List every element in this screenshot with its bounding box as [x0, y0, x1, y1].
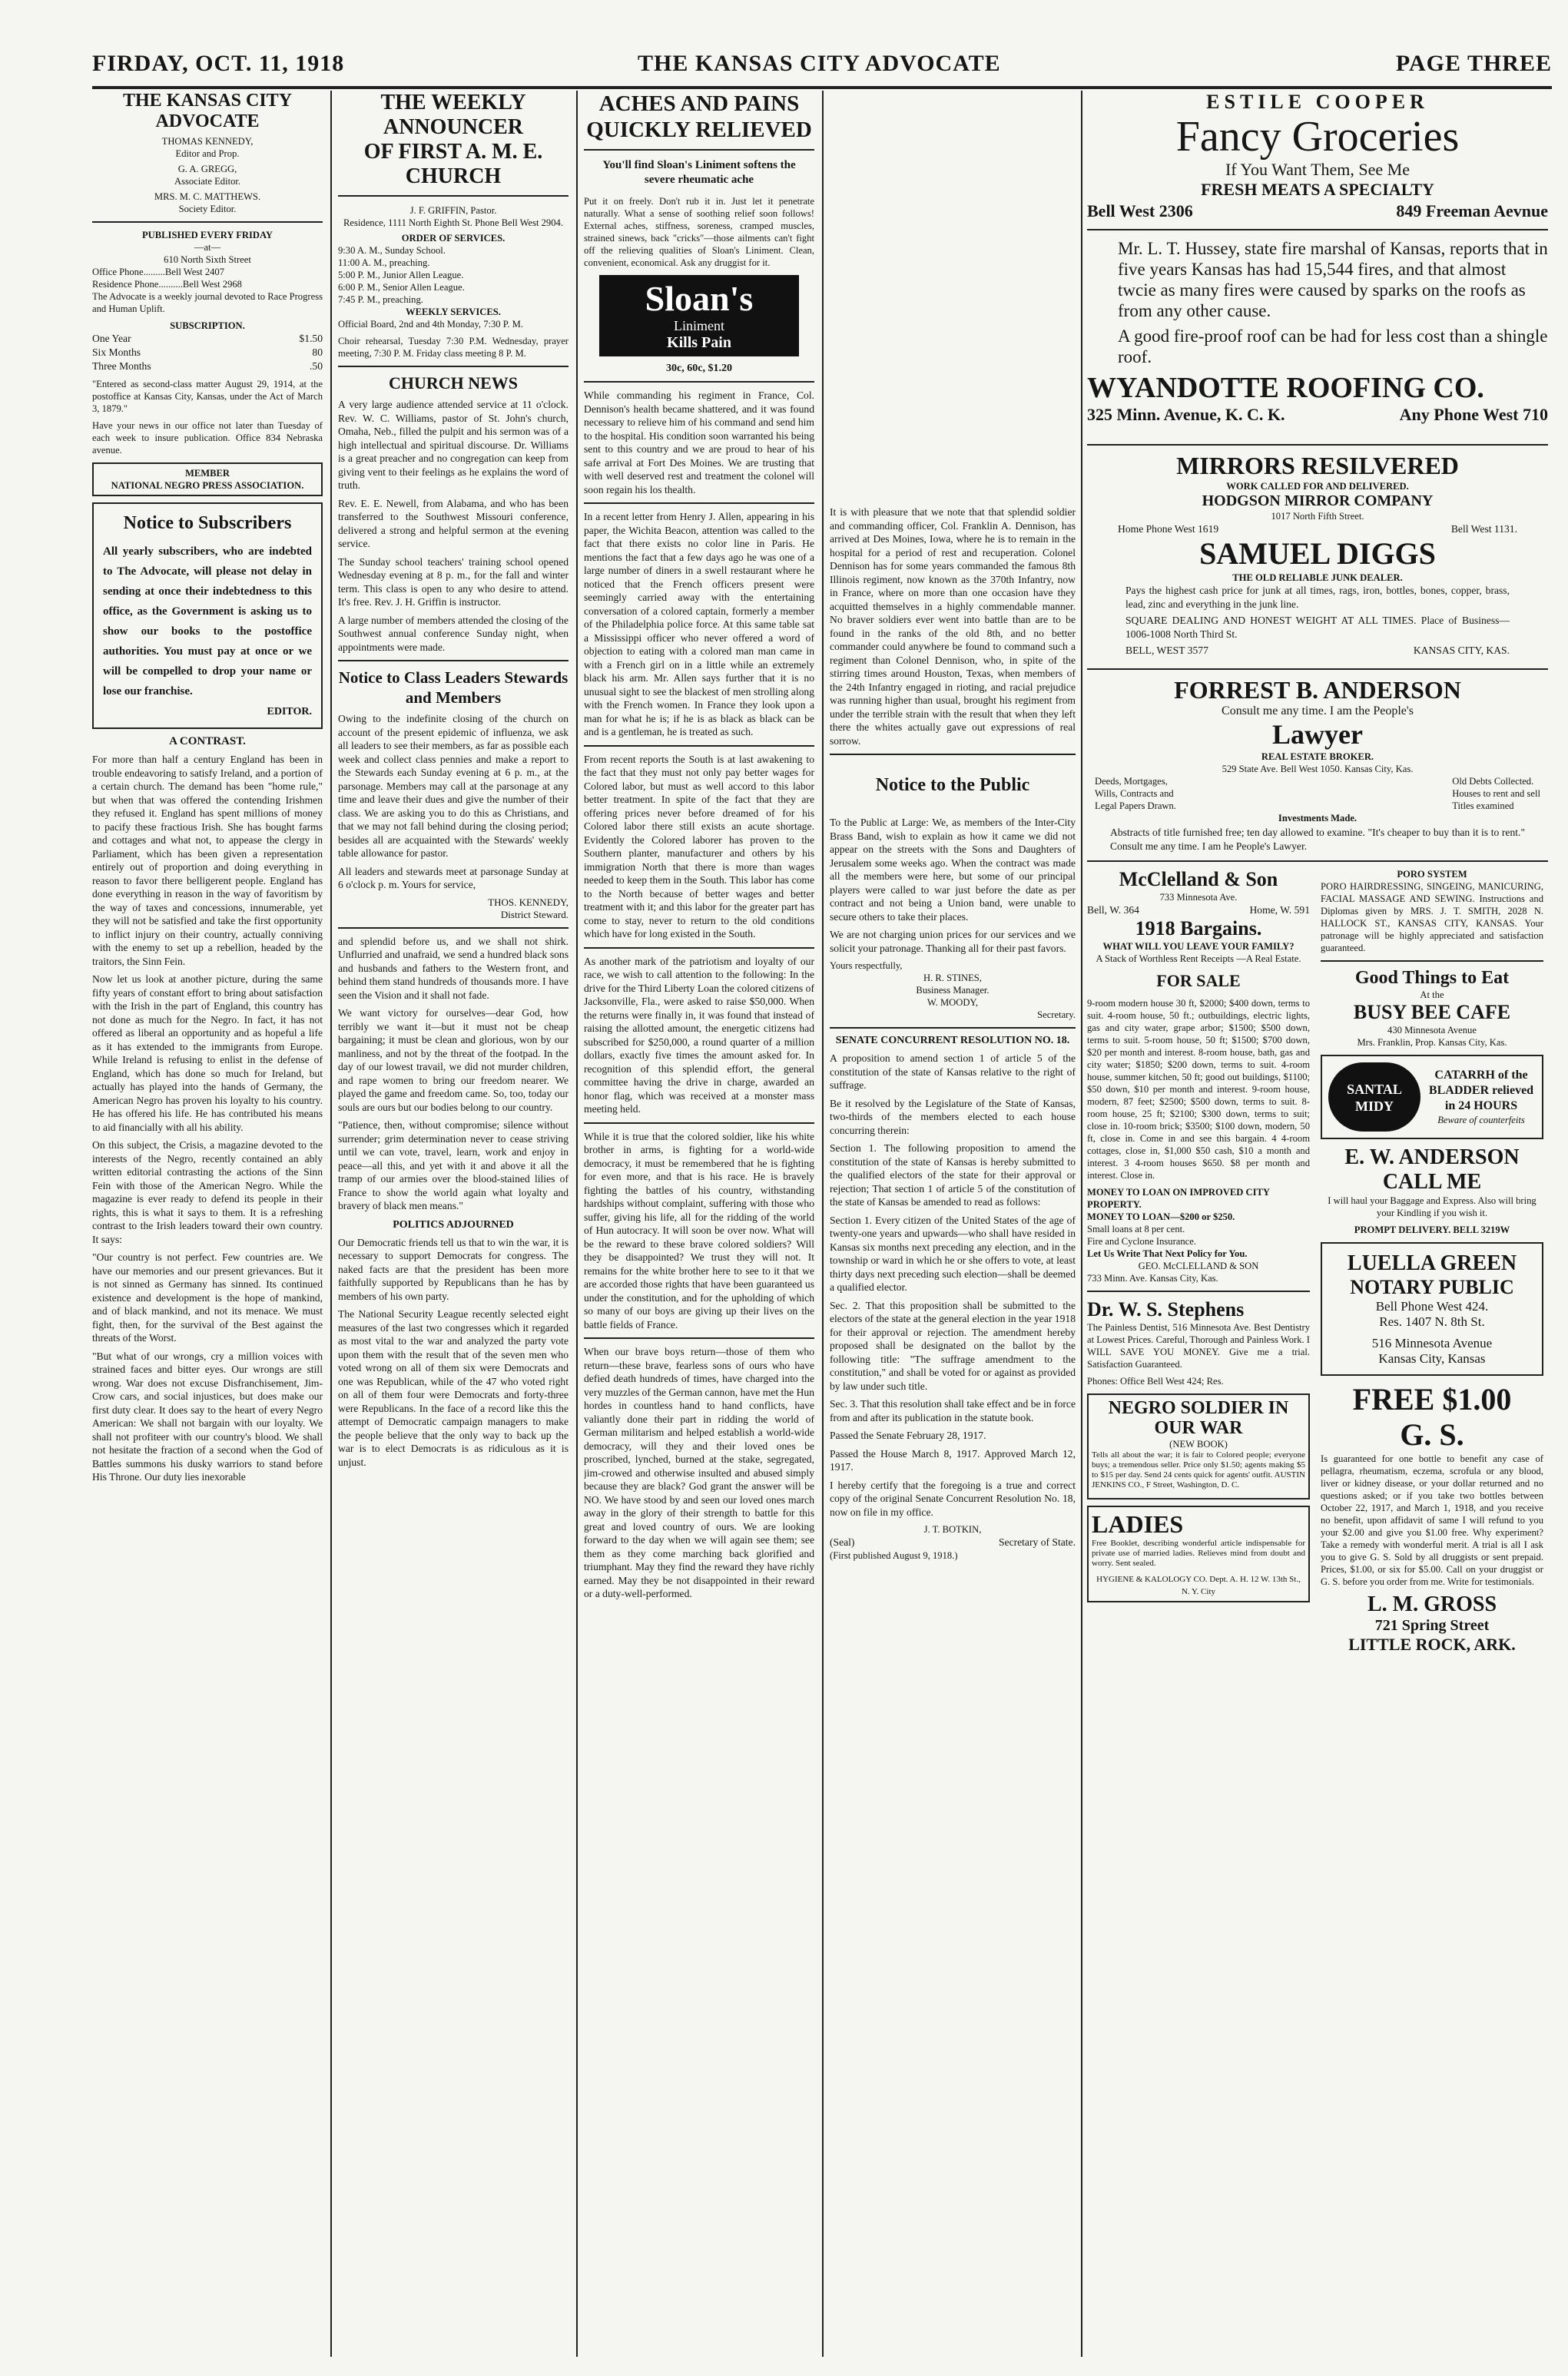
stephens-phone: Phones: Office Bell West 424; Res.: [1087, 1376, 1224, 1387]
diggs-bell: BELL, WEST 3577: [1125, 645, 1208, 656]
diggs-city: KANSAS CITY, KAS.: [1413, 645, 1510, 656]
contrast-para: "Our country is not perfect. Few countries are. We have our memories and our present grievances. But it is not sinned as Germany has sinned. Its continued existence and development is the hope of mankind, and of black mankind, and not its menace. We must fight, then, for the survival of the Best against the threats of the Worst.: [92, 1251, 323, 1344]
mirrors-title: MIRRORS RESILVERED: [1176, 452, 1459, 479]
services-right: Old Debts Collected. Houses to rent and sell Titles examined: [1452, 776, 1540, 811]
gross-city: LITTLE ROCK, ARK.: [1348, 1635, 1516, 1654]
hodgson-address: 1017 North Fifth Street.: [1271, 511, 1364, 522]
ladies-ad: LADIES Free Booklet, describing wonderful article indispensable for private use of married ladies. Relieves mind from doubt and worry. Sent sealed. HYGIENE & KALOLOGY CO. Dept. A. H. 12 W. 13th St., N. Y. City: [1087, 1506, 1310, 1602]
aches-body: Put it on freely. Don't rub it in. Just let it penetrate naturally. What a sense of soothing relief soon follows! External aches, stiffness, soreness, cramped muscles, strained sinews, back "cricks"—those ailments can't fight off the relieving qualities of Sloan's Liniment. Clean, convenient, economical. Ask any druggist for it.: [584, 196, 814, 268]
service-item: 9:30 A. M., Sunday School.: [338, 245, 446, 256]
column-1: [92, 91, 323, 2357]
rent-receipts: A Stack of Worthless Rent Receipts —A Real Estate.: [1096, 953, 1301, 964]
gross-name: L. M. GROSS: [1367, 1592, 1497, 1616]
news-para: In a recent letter from Henry J. Allen, appearing in his paper, the Wichita Beacon, attention was called to the fact that there exists no color line in Paris. He mentions the fact that a few days ago he was one of a large number of diners in a swell restaurant where he noticed that the French officers present were seemingly carried away with the entertaining conversation of a colored captain, formerly a member of the Philadelphia police force. At this same table sat a Mississippi officer who never offered a word of objection to eating with a colored man man came in with a French girl on in a little while an extremely black his arm. Mr. Allen says further that it is no unusual sight to see the blackest of men strolling along with the French women. In France they look upon a man for what he is; if he is as black as black can be and is a gentleman, he is treated as such.: [584, 511, 814, 737]
free-offer: FREE $1.00: [1352, 1382, 1512, 1417]
signer-role: Business Manager.: [916, 985, 990, 996]
poro-body: PORO HAIRDRESSING, SINGEING, MANICURING, FACIAL MASSAGE AND SEWING. Instructions and Diplomas given by MRS. J. T. SMITH, 2028 N. HALLOCK ST., KANSAS CITY, KANSAS. Your patronage will be highly appreciated and satisfaction guaranteed.: [1321, 881, 1543, 953]
senate-para: Section 1. The following proposition to amend the constitution of the state of Kansas is hereby submitted to the qualified electors of the state for their approval or rejection; That section 1 of article 5 of the constitution of the state of Kansas be amended to read as follows:: [830, 1142, 1076, 1208]
subscription-heading: SUBSCRIPTION.: [170, 320, 245, 331]
consult-line: Consult me any time. I am the People's: [1222, 704, 1414, 717]
mirrors-sub: WORK CALLED FOR AND DELIVERED.: [1226, 481, 1409, 492]
residence-phone: Residence Phone..........Bell West 2968: [92, 279, 242, 290]
anderson-address: 529 State Ave. Bell West 1050. Kansas City, Kas.: [1222, 764, 1414, 774]
mcclelland-address: 733 Minnesota Ave.: [1159, 892, 1238, 903]
samuel-diggs: SAMUEL DIGGS: [1199, 536, 1436, 571]
lawyer-label: Lawyer: [1272, 719, 1363, 750]
column-2: [338, 91, 569, 2357]
service-item: 7:45 P. M., preaching.: [338, 294, 423, 305]
assoc-name: G. A. GREGG,: [177, 164, 237, 174]
diggs-body: Pays the highest cash price for junk at all times, rags, iron, bottles, bones, copper, brass, lead, zinc and everything in the junk line.: [1125, 585, 1510, 610]
church-news-para: The Sunday school teachers' training school opened Wednesday evening at 8 p. m., for the fall and winter term. This class is open to any who desire to attend. It's free. Rev. J. H. Griffin is instructor.: [338, 555, 569, 608]
broker-label: REAL ESTATE BROKER.: [1261, 751, 1374, 762]
stephens-body: The Painless Dentist, 516 Minnesota Ave. Best Dentistry at Lowest Prices. Careful, Thorough and Painless Work. I WILL SAVE YOU MONEY. Give me a trial. Satisfaction Guaranteed.: [1087, 1322, 1310, 1370]
bargains-title: 1918 Bargains.: [1135, 917, 1262, 939]
column-rule: [1081, 91, 1082, 2357]
politics-title: POLITICS ADJOURNED: [393, 1218, 514, 1231]
aches-subhead: You'll find Sloan's Liniment softens the severe rheumatic ache: [602, 159, 796, 186]
mcclelland-name: McClelland & Son: [1119, 868, 1278, 890]
notice-title: Notice to Subscribers: [123, 513, 292, 533]
contrast-para: Now let us look at another picture, during the same fifty years of constant effort to bring about satisfaction with the Irish in the part of England, this country has not done as much for the Negro. In fact, it has not offered as liberal an opportunity and as hopeful a life as it has extended to the immigrants from Europe. While Ireland is refusing to enlist in the defense of England, which has done so much for Ireland, but actually has played into the hands of Germany, the American Negro has proven his loyalty to his country. He has offered his life. He has contributed his means to aid financially with all his ability.: [92, 973, 323, 1133]
luella-green-ad: LUELLA GREEN NOTARY PUBLIC Bell Phone West 424. Res. 1407 N. 8th St. 516 Minnesota Avenue Kansas City, Kansas: [1321, 1242, 1543, 1376]
aches-headline: ACHES AND PAINS QUICKLY RELIEVED: [586, 91, 812, 142]
notice-signature: EDITOR.: [267, 706, 312, 717]
paper-title: THE KANSAS CITY ADVOCATE: [638, 51, 1001, 76]
cooper-phone: Bell West 2306: [1087, 201, 1193, 220]
mcc-signature: GEO. McCLELLAND & SON: [1138, 1261, 1259, 1271]
prompt-delivery: PROMPT DELIVERY. BELL 3219W: [1354, 1224, 1510, 1235]
column-rule: [822, 91, 824, 2357]
senate-seal-row: (Seal) Secretary of State.: [830, 1536, 1076, 1548]
order-heading: ORDER OF SERVICES.: [401, 233, 506, 244]
poro-title: PORO SYSTEM: [1397, 869, 1467, 880]
mast-title: THE KANSAS CITY ADVOCATE: [122, 91, 293, 131]
diggs-sub: THE OLD RELIABLE JUNK DEALER.: [1232, 572, 1403, 583]
class-leaders-para: Owing to the indefinite closing of the church on account of the present epidemic of influenza, we ask all leaders to see their members, as far as possible each week and collect class pennies and make a report to the Stewards each Sunday evening at 6 p. m., at the parsonage. Members may call at the parsonage at any time and leave their dues and give the number of their class. We are asking you to do this as Christians, and that we may not fall behind during the closing period; besides all are acquainted with the Stewards' weekly table allowance for pastor.: [338, 713, 569, 859]
call-me: CALL ME: [1382, 1170, 1482, 1194]
home-phone: Home Phone West 1619: [1118, 523, 1219, 535]
issue-date: FIRDAY, OCT. 11, 1918: [92, 51, 345, 76]
roof-notice: A good fire-proof roof can be had for less cost than a shingle roof.: [1118, 326, 1548, 366]
steward-signature: THOS. KENNEDY,: [488, 896, 569, 908]
public-notice-para: To the Public at Large: We, as members of the Inter-City Brass Band, wish to explain as how it came we did not appear on the streets with the Sons and Daughters of Jerusalem some weeks ago. When the contract was made all the members were here, but some of our principal players were called to war just before the date as per contract and not being a Union band, were unable to secure others to take their places.: [830, 817, 1076, 923]
senate-para: Passed the Senate February 28, 1917.: [830, 1430, 986, 1441]
church-news-para: Rev. E. E. Newell, from Alabama, and who has been transferred to the Southwest Missouri conference, delivered a strong and helpful sermon at the evening service.: [338, 497, 569, 549]
cooper-name: ESTILE COOPER: [1206, 91, 1429, 113]
office-address: 610 North Sixth Street: [164, 254, 251, 265]
free-body: Is guaranteed for one bottle to benefit any case of pellagra, rheumatism, eczema, scrofula or any blood, liver or kidney disease, or your dollar returned and no questions asked; or if you take two bottles between October 22, 1917, and March 1, 1918, and you receive no benefit, upon affidavit of same I will refund to you your $2.00 and give you $1.00 free. Why experiment? Take a remedy with wonderful merit. A trial is all I ask you to give G. S. Sold by all druggists or sent prepaid. Prices, $1.00, or six for $5.00. Call on your druggist or G. S. before you order from me. Write for testimonials.: [1321, 1453, 1543, 1587]
forrest-anderson: FORREST B. ANDERSON: [1174, 676, 1461, 704]
weekly-body: Official Board, 2nd and 4th Monday, 7:30 P. M.: [338, 319, 524, 330]
fancy-groceries: Fancy Groceries: [1175, 113, 1460, 161]
assoc-role: Associate Editor.: [174, 176, 241, 187]
abstracts-text: Abstracts of title furnished free; ten day allowed to examine. "It's cheaper to buy than it is to rent." Consult me any time. I am he People's Lawyer.: [1110, 827, 1525, 852]
pastor-residence: Residence, 1111 North Eighth St. Phone Bell West 2904.: [343, 217, 563, 228]
senate-para: A proposition to amend section 1 of article 5 of the constitution of the state of Kansas relative to the right of suffrage.: [830, 1052, 1076, 1091]
sloans-logo: Sloan's Liniment Kills Pain: [599, 275, 799, 356]
masthead-box: [92, 91, 323, 456]
column-4: [830, 91, 1076, 2357]
news-para: While commanding his regiment in France, Col. Dennison's health became shattered, and it was found necessary to relieve him of his command and send him to the hospital. His condition soon warranted his being sent to this country and we are proud to hear of his safe arrival at Fort Des Moines. We are trusting that with well deserved rest and treatment the colonel will soon regain his los thealth.: [584, 389, 814, 495]
public-notice-closing: Yours respectfully,: [830, 960, 903, 971]
announcer-title: THE WEEKLY ANNOUNCER: [380, 91, 526, 139]
contrast-continued: and splendid before us, and we shall not shirk. Unflurried and unafraid, we send a hundred black sons and husbands and fathers to the Western front, and behind them stand hundreds of thousands more. I have seen the Vision and it shall not fade.: [338, 935, 569, 1001]
fresh-meats: FRESH MEATS A SPECIALTY: [1201, 180, 1434, 199]
church-news-para: A very large audience attended service at 11 o'clock. Rev. W. C. Williams, pastor of St. John's church, Omaha, Neb., filled the pulpit and his sermon was of a high intellectual and spiritual discourse. Dr. Williams is a great preacher and no congregation can keep from giving vent to their feelings as he explains the word of truth.: [338, 399, 569, 491]
senate-para: I hereby certify that the foregoing is a true and correct copy of the original Senate Concurrent Resolution No. 18, now on file in my office.: [830, 1479, 1076, 1518]
investments: Investments Made.: [1278, 813, 1357, 823]
news-para: From recent reports the South is at last awakening to the fact that they must not only pay better wages for Colored labor, but must as well accord to this labor better treatment. In spite of the fact that they are offering prices never before dreamed of for his Colored labor there still exists an acute shortage. Evidently the Colored laborer has proven to the Southern planter, manufacturer and others by his immigration North that there is more than wages needed to keep them in the South. This labor has come to the North because of better wages and better treatment with it; and this labor for the greater part has come to stay, never to return to the old conditions which have for long existed in the South.: [584, 753, 814, 939]
senate-signer: J. T. BOTKIN,: [923, 1524, 982, 1535]
ew-anderson: E. W. ANDERSON: [1344, 1145, 1520, 1169]
weekly-heading: WEEKLY SERVICES.: [406, 307, 501, 317]
cooper-tag: If You Want Them, See Me: [1225, 160, 1410, 179]
small-loans: Small loans at 8 per cent.: [1087, 1224, 1185, 1234]
senate-para: Be it resolved by the Legislature of the State of Kansas, two-thirds of the members elected to each house concurring therein:: [830, 1097, 1076, 1136]
gross-address: 721 Spring Street: [1374, 1617, 1490, 1634]
diggs-square: SQUARE DEALING AND HONEST WEIGHT AT ALL TIMES. Place of Business—1006-1008 North Third St.: [1125, 615, 1510, 640]
signer-role: Secretary.: [1037, 1009, 1076, 1020]
stephens-name: Dr. W. S. Stephens: [1087, 1298, 1245, 1321]
contrast-continued: "Patience, then, without compromise; silence without surrender; grim determination never to cease striving until we can vote, travel, learn, work and enjoy in peace—all this, and yet with it and above it all the tramp of our armies over the blood-stained lilies of France to show the world again what loyalty and bravery of black men means.": [338, 1119, 569, 1211]
service-item: 5:00 P. M., Junior Allen League.: [338, 270, 464, 280]
dennison-para: It is with pleasure that we note that that splendid soldier and commanding officer, Col. Franklin A. Dennison, has arrived at Des Moines, Iowa, where he is to remain in the hospital for a period of rest and recuperation. Colonel Dennison has for some years commanded the famous 8th Illinois regiment, now known as the 370th Infantry, now in France, where on more than one occasion have they acquitted themselves in a highly commendable manner. No braver soldiers ever went into battle than are to be found in the ranks of the old 8th, and no better commander could anywhere be found to command such a regiment than Colonel Dennison, who, in spite of the stirring times around Houston, Texas, when members of the 24th Infantry engaged in rioting, and racial prejudice was running higher than usual, brought his regiment from under the terrible strain with the result that when they left there the whites actually gave out expressions of real sorrow.: [830, 506, 1076, 747]
money-loan: MONEY TO LOAN ON IMPROVED CITY PROPERTY.: [1087, 1187, 1270, 1210]
leave-family: WHAT WILL YOU LEAVE YOUR FAMILY?: [1102, 941, 1295, 952]
politics-para: The National Security League recently selected eight measures of the last two congresses which it regarded as most vital to the war and analyzed the party vote upon them with the result that of the seven men who voted wrong on all of them six were Democrats and one was Republican, while of the 47 who voted right on all of them four were Democrats and forty-three were Republicans. In the face of a record like this the attempt of Democratic campaign managers to make the people believe that the only way to back up the war is to elect Democrats is as ridiculous as it is unjust.: [338, 1308, 569, 1468]
cafe-address: 430 Minnesota Avenue: [1387, 1025, 1477, 1036]
negro-soldier-ad: NEGRO SOLDIER IN OUR WAR (NEW BOOK) Tells all about the war; it is fair to Colored people; everyone buys; a tremendous seller. Price only $1.50; agents making $5 to $15 per day. Send 24 cents quick for agents' outfit. AUSTIN JENKINS CO., F Street, Washington, D. C.: [1087, 1393, 1310, 1499]
class-leaders-title: Notice to Class Leaders Stewards and Members: [338, 668, 569, 707]
service-item: 11:00 A. M., preaching.: [338, 257, 430, 268]
column-5: [1087, 91, 1548, 2357]
senate-para: Passed the House March 8, 1917. Approved March 12, 1917.: [830, 1447, 1076, 1473]
contrast-para: "But what of our wrongs, cry a million voices with strained faces and bitter eyes. Our wrongs are still wrong. War does not excuse Disfranchisement, Jim-Crow cars, and social injustices, but does make our first duty clear. It does say to the heart of every Negro American: We shall not bargain with our loyalty. We shall not profiteer with our country's blood. We shall not hesitate the fraction of a second when the God of Battles summons his dusky warriors to stand before His Throne. Our duty lies inexorable: [92, 1350, 323, 1483]
mcclelland-ad: McClelland & Son 733 Minnesota Ave. Bell, W. 364 Home, W. 591 1918 Bargains. WHAT WILL YOU LEAVE YOUR FAMILY? A Stack of Worthless Rent Receipts —A Real Estate. FOR SALE 9-room modern house 30 ft, $2000; $400 down, terms to suit. 4-room house, 50 ft.; outbuildings, electric lights, gas and city water, grape arbor; $1500; $500 down, terms to suit. 5-room house, 50 ft; $1500; $700 down, $20 per month and interest. 8-room house, bath, gas and city water; $1850; $200 down, terms to suit. 4-room house, summer kitchen, 50 ft; good out buildings, $1100; $50 down, $10 per month and interest. 9-room house, modern, 87 feet; $2500; $500 down, terms to suit. 8-room house, 25 ft; $2100; $300 down, terms to suit; close in. 10-room brick; $3500; $100 down, modern, 50 ft, close in. Come in and see this bargain. 4 4-room cottages, close in, $1,000 $50 cash, $10 a month and interest. 3 4-room houses $650. $8 per month and interest. Close in. MONEY TO LOAN ON IMPROVED CITY PROPERTY. MONEY TO LOAN—$200 or $250. Small loans at 8 per cent. Fire and Cyclone Insurance. Let Us Write That Next Policy for You. GEO. McCLELLAND & SON 733 Minn. Ave. Kansas City, Kas. Dr. W. S. Stephens The Painless Dentist, 516 Minnesota Ave. Best Dentistry at Lowest Prices. Careful, Thorough and Painless Work. I WILL SAVE YOU MONEY. Give me a trial. Satisfaction Guaranteed. Phones: Office Bell West 424; Res. NEGRO SOLDIER IN OUR WAR (NEW BOOK) Tells all about the war; it is fair to Colored people; everyone buys; a tremendous seller. Price only $1.50; agents making $5 to $15 per day. Send 24 cents quick for agents' outfit. AUSTIN JENKINS CO., F Street, Washington, D. C. LADIES Free Booklet, describing wonderful article indispensable for private use of married ladies. Relieves mind from doubt and worry. Sent sealed. HYGIENE & KALOLOGY CO. Dept. A. H. 12 W. 13th St., N. Y. City: [1087, 868, 1310, 1655]
sub-row-1: One Year $1.50: [92, 333, 323, 344]
mcc-sig-address: 733 Minn. Ave. Kansas City, Kas.: [1087, 1273, 1218, 1284]
signer-name: W. MOODY,: [927, 997, 979, 1008]
senate-title: SENATE CONCURRENT RESOLUTION NO. 18.: [835, 1035, 1070, 1046]
for-sale-list: 9-room modern house 30 ft, $2000; $400 down, terms to suit. 4-room house, 50 ft.; outbuildings, electric lights, gas and city water, grape arbor; $1500; $500 down, terms to suit. 5-room house, 50 ft; $1500; $700 down, $20 per month and interest. 8-room house, bath, gas and city water; $1850; $200 down, terms to suit. 4-room house, summer kitchen, 50 ft; good out buildings, $1100; $50 down, $10 per month and interest. 9-room house, modern, 87 feet; $2500; $500 down, terms to suit. 8-room house, 25 ft; $2100; $300 down, terms to suit; close in. 10-room brick; $3500; $100 down, modern, 50 ft, close in. Come in and see this bargain. 4 4-room cottages, close in, $1,000 $50 cash, $10 a month and interest. 3 4-room houses $650. $8 per month and interest. Close in.: [1087, 998, 1310, 1181]
entered-notice: "Entered as second-class matter August 29, 1914, at the postoffice at Kansas City, Kansas, under the Act of March 3, 1879.": [92, 379, 323, 414]
good-things: Good Things to Eat: [1354, 968, 1510, 988]
news-deadline: Have your news in our office not later than Tuesday of each week to insure publication. Office 834 Nebraska avenue.: [92, 420, 323, 456]
news-para: As another mark of the patriotism and loyalty of our race, we wish to call attention to the following: In the drive for the Third Liberty Loan the colored citizens of Jacksonville, Fla., were asked to raise $50,000. When the returns were finally in, it was found that instead of raising the allotted amount, the energetic citizens had subscribed for $250,000, a round quarter of a million dollars, exactly five times the amount asked for. In recognition of this splendid effort, the general committee having the drive in charge, awarded an honor flag, which was received at a monster mass meeting held.: [584, 955, 814, 1115]
contrast-para: On this subject, the Crisis, a magazine devoted to the interests of the Negro, recently contained an ably written editorial contrasting the actions of the Sinn Fein with those of the American Negro. While the magazine is ever ready to defend its people in their rights, this is what it says to them. It is a refreshing contrast to the Irish leaders toward their own country. It says:: [92, 1139, 323, 1245]
devoted-text: The Advocate is a weekly journal devoted to Race Progress and Human Uplift.: [92, 291, 323, 314]
services-left: Deeds, Mortgages, Wills, Contracts and Legal Papers Drawn.: [1095, 776, 1176, 811]
published-line: PUBLISHED EVERY FRIDAY: [141, 230, 273, 240]
first-published: (First published August 9, 1918.): [830, 1550, 958, 1561]
office-phone: Office Phone.........Bell West 2407: [92, 267, 225, 277]
midy-capsule-icon: SANTAL MIDY: [1328, 1062, 1420, 1132]
wyandotte-address: 325 Minn. Avenue, K. C. K.: [1087, 405, 1285, 424]
subscriber-notice-box: [92, 502, 323, 729]
sloans-prices: 30c, 60c, $1.20: [666, 363, 732, 374]
hussey-notice: Mr. L. T. Hussey, state fire marshal of Kansas, reports that in five years Kansas has had 15,544 fires, and that almost twcie as many fires were caused by sparks on the roofs as from any other cause.: [1118, 239, 1548, 320]
bell-phone: Bell West 1131.: [1450, 523, 1517, 535]
insurance: Fire and Cyclone Insurance.: [1087, 1236, 1196, 1247]
cooper-address: 849 Freeman Aevnue: [1396, 201, 1548, 220]
society-name: MRS. M. C. MATTHEWS.: [154, 191, 261, 202]
contrast-title: A CONTRAST.: [169, 735, 246, 747]
cafe-owner: Mrs. Franklin, Prop. Kansas City, Kas.: [1357, 1037, 1507, 1048]
money-loan-2: MONEY TO LOAN—$200 or $250.: [1087, 1211, 1235, 1222]
society-role: Society Editor.: [178, 204, 237, 214]
busy-bee-cafe: BUSY BEE CAFE: [1353, 1001, 1511, 1023]
senate-para: Section 1. Every citizen of the United States of the age of twenty-one years and upwards—who shall have resided in Kansas six months next preceding any election, and in the township or ward in which he or she offers to vote, at least thirty days next preceding such election—shall be deemed a qualified elector.: [830, 1214, 1076, 1293]
notice-body: All yearly subscribers, who are indebted to The Advocate, will please not delay in sending at once their indebtedness to this office, as the Government is asking us to show our books to the postoffice authorities. You must pay at once or we will be compelled to drop your name or lose our franchise.: [103, 545, 312, 698]
next-policy: Let Us Write That Next Policy for You.: [1087, 1248, 1248, 1259]
ewa-body: I will haul your Baggage and Express. Also will bring your Kindling if you wish it.: [1328, 1195, 1537, 1218]
church-news-title: CHURCH NEWS: [388, 373, 519, 393]
pastor-name: J. F. GRIFFIN, Pastor.: [409, 205, 497, 216]
published-at: —at—: [194, 242, 221, 253]
contrast-para: For more than half a century England has been in trouble endeavoring to satisfy Ireland, and a portion of a certain church. The demand has been "home rule," but when that was offered the contending Irishmen they refused it. England has spent millions of money to pacify these fractious Irish. She has bought farms and cottages and what not, to appease the clergy in Parliament, which has been given a representation entirely out of proportion and doing everything in reason to favor there belligerent people. England has done everything in reason in the way of favoritism by the way of taxes and concessions, innumerable, yet they will not be satisfied and take the first opportunity to inflict injury on their country, actually conniving with the enemy to set up a rebellion, headed by the traitors, the Sinn Fein.: [92, 754, 323, 967]
contrast-continued: We want victory for ourselves—dear God, how terribly we want it—but it must not be cheap bargaining; it must be clean and glorious, won by our manliness, and not by the threat of the footpad. In the day of our lowest travail, we did not murder children, and rape women to bring our freedom nearer. We played the game and freedom came. So, too, today our souls are ours but our bodies belong to our country.: [338, 1007, 569, 1113]
page-number: PAGE THREE: [1395, 51, 1552, 76]
steward-role: District Steward.: [500, 908, 569, 920]
column-rule: [576, 91, 578, 2357]
wyandotte-roofing: WYANDOTTE ROOFING CO.: [1087, 372, 1484, 404]
wyandotte-phone: Any Phone West 710: [1399, 405, 1548, 424]
member-box: MEMBER NATIONAL NEGRO PRESS ASSOCIATION.: [92, 462, 323, 496]
column-3: [584, 91, 814, 2357]
signer-name: H. R. STINES,: [923, 973, 982, 983]
public-notice-para: We are not charging union prices for our services and we solicit your patronage. Thanking all for their past favors.: [830, 929, 1076, 954]
choir-text: Choir rehearsal, Tuesday 7:30 P.M. Wednesday, prayer meeting, 7:30 P. M. Friday class meeting 8 P. M.: [338, 336, 569, 359]
service-item: 6:00 P. M., Senior Allen League.: [338, 282, 465, 293]
sub-row-3: Three Months .50: [92, 360, 323, 372]
association-name: NATIONAL NEGRO PRESS ASSOCIATION.: [111, 480, 304, 491]
hodgson-company: HODGSON MIRROR COMPANY: [1202, 492, 1434, 509]
senate-para: Sec. 2. That this proposition shall be submitted to the electors of the state at the general election in the year 1918 for their approval or rejection. The amendment hereby proposed shall be designated on the ballot by the following title: "The suffrage amendment to the constitution," and shall be voted for or against as provided by law under such title.: [830, 1299, 1076, 1392]
news-para: While it is true that the colored soldier, like his white brother in arms, is fighting for a world-wide democracy, it must be remembered that he is fighting for even more, and that is his race. He is bravely fighting the battles of his country, withstanding hardships without complaint, suffering with those who suffer, giving his life, all for the ridding of the world of Hun autocracy. It will soon be over now. What will be the reward to these brave colored soldiers? Will they be disappointed? We trust they will not. It remains for the white brother here to see to it that we are accorded those rights that have been guaranteed us under the constitution, and for the upholding of which so many of our boys are giving up their lives on the battle fields of France.: [584, 1130, 814, 1330]
for-sale: FOR SALE: [1156, 971, 1241, 990]
santal-midy-ad: SANTAL MIDY CATARRH of the BLADDER relieved in 24 HOURS Beware of counterfeits: [1321, 1055, 1543, 1139]
news-para: When our brave boys return—those of them who return—these brave, fearless sons of ours who have defied death hundreds of times, have charged into the very muzzles of the German cannon, have met the Hun hordes in countless hand to hand conflicts, have valiantly done their part in ridding the world of German militarism and helped establish a world-wide democracy, will they and their loved ones be proscribed, lynched, burned at the stake, segregated, jim-crowed and otherwise insulted and abused simply because they are black? God grant the answer will be NO. We have stood by and seen our loved ones march away in the glory of their strength to battle for this great and loved country of ours. We are looking forward to the day when we will again see them; see them as they come marching back glorified and triumphant. May they find the reward they have richly earned. May they be not disappointed in their reward or a duty-well-performed.: [584, 1346, 814, 1599]
senate-para: Sec. 3. That this resolution shall take effect and be in force from and after its publication in the statute book.: [830, 1398, 1076, 1423]
announcer-subtitle: OF FIRST A. M. E. CHURCH: [363, 140, 543, 188]
editor-role: Editor and Prop.: [175, 148, 240, 159]
right-ads: PORO SYSTEM PORO HAIRDRESSING, SINGEING, MANICURING, FACIAL MASSAGE AND SEWING. Instructions and Diplomas given by MRS. J. T. SMITH, 2028 N. HALLOCK ST., KANSAS CITY, KANSAS. Your patronage will be highly appreciated and satisfaction guaranteed. Good Things to Eat At the BUSY BEE CAFE 430 Minnesota Avenue Mrs. Franklin, Prop. Kansas City, Kas. SANTAL MIDY CATARRH of the BLADDER relieved in 24 HOURS Beware of counterfeits E. W. ANDERSON CALL ME I will haul your Baggage and Express. Also will bring your Kindling if you wish it. PROMPT DELIVERY. BELL 3219W LUELLA GREEN NOTARY PUBLIC Bell Phone West 424. Res. 1407 N. 8th St. 516 Minnesota Avenue Kansas City, Kansas FREE $1.00 G. S. Is guaranteed for one bottle to benefit any case of pellagra, rheumatism, eczema, scrofula or any blood, liver or kidney disease, or your dollar returned and no questions asked; or if you take two bottles between October 22, 1917, and March 1, 1918, and you receive no benefit, upon affidavit of same I will refund to you your $2.00 and give you $1.00 free. Why experiment? Take a remedy with wonderful merit. A trial is all I ask you to give G. S. Sold by all druggists or sent prepaid. Prices, $1.00, or six for $5.00. Call on your druggist or G. S. before you order from me. Write for testimonials. L. M. GROSS 721 Spring Street LITTLE ROCK, ARK.: [1321, 869, 1543, 1654]
sub-row-2: Six Months 80: [92, 346, 323, 358]
politics-para: Our Democratic friends tell us that to win the war, it is necessary to support Democrats for congress. The naked facts are that the president has been more faithfully supported by Republicans than he has by members of his own party.: [338, 1236, 569, 1302]
column-rule: [330, 91, 332, 2357]
class-leaders-para: All leaders and stewards meet at parsonage Sunday at 6 o'clock p. m. Yours for service,: [338, 865, 569, 890]
page-header: [92, 48, 1552, 89]
editor-name: THOMAS KENNEDY,: [161, 136, 254, 147]
public-notice-title: Notice to the Public: [875, 775, 1030, 795]
gs-remedy: G. S.: [1400, 1417, 1464, 1452]
cooper-ad: [1087, 91, 1548, 223]
church-news-para: A large number of members attended the closing of the Southwest annual conference Sunday night, when appointments were made.: [338, 614, 569, 653]
